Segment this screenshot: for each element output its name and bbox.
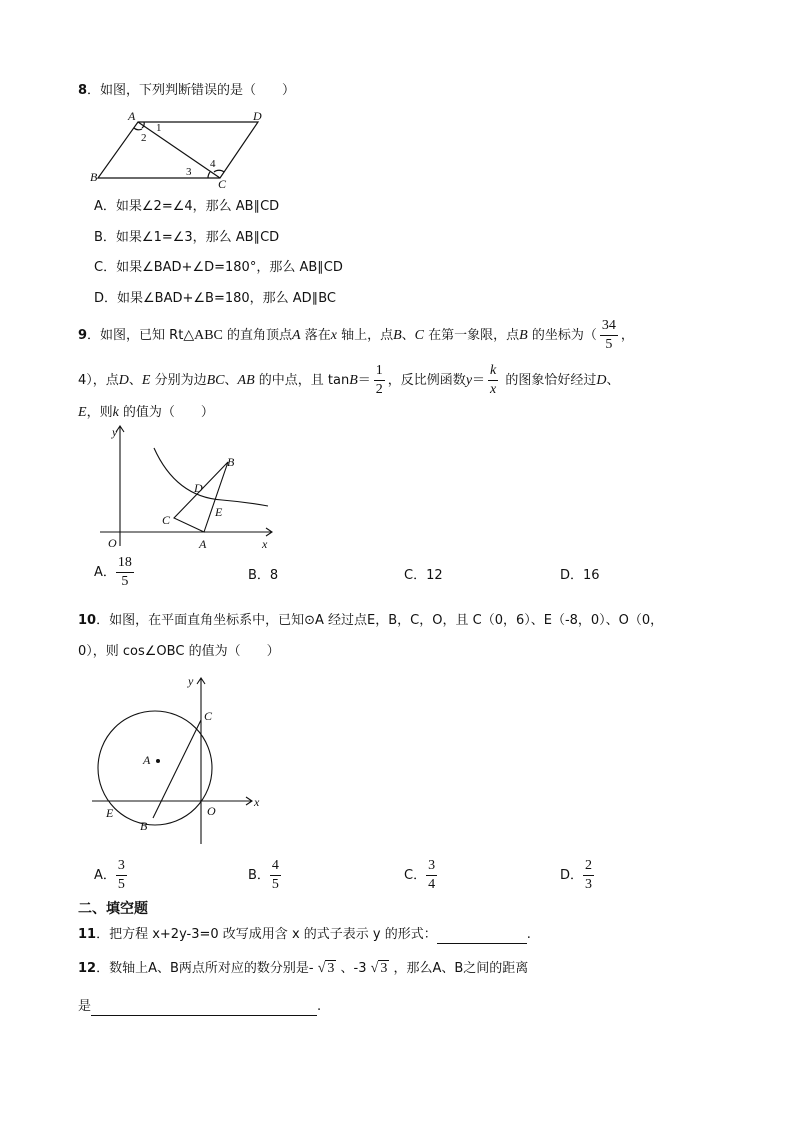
math-var: AB [237, 373, 255, 388]
text-run: ， [620, 328, 634, 343]
q10-option-a [94, 858, 130, 893]
q10-line-1 [78, 612, 663, 630]
text-run: ．如图，已知 Rt [87, 328, 184, 343]
q12-line-1 [78, 960, 528, 978]
text-run: . [526, 927, 531, 942]
label-e: E [215, 505, 223, 519]
text-run: ＝ [472, 373, 486, 388]
text-run: 、 [128, 373, 142, 388]
text-run: 的直角顶点 [222, 328, 293, 343]
angle-arc-4 [214, 170, 224, 172]
text-run: 是 [78, 999, 92, 1014]
text-run: 、-3 [336, 961, 371, 976]
fraction-18-5 [116, 555, 134, 590]
text-run: 的中点，且 tan [254, 373, 350, 388]
q9-line-3 [78, 404, 214, 422]
math-var: BC [206, 373, 225, 388]
section-title-fill-in: 二、填空题 [78, 901, 148, 917]
denominator: 4 [428, 877, 436, 892]
text-run: 分别为边 [150, 373, 207, 388]
segment-bc [153, 720, 201, 818]
option-label: C． [404, 868, 427, 883]
label-c: C [204, 709, 213, 723]
fraction [583, 858, 594, 893]
text-run: ，反比例函数 [387, 373, 466, 388]
label-a: A [199, 537, 207, 551]
text-run: ，则 [86, 405, 113, 420]
label-e: E [106, 806, 114, 820]
question-8-stem [78, 82, 295, 100]
fraction [116, 858, 127, 893]
label-angle-2: 2 [141, 132, 147, 144]
hyperbola-curve [154, 448, 268, 506]
angle-arc-3 [208, 172, 210, 178]
math-var: B [393, 328, 402, 343]
q10-option-b [248, 858, 284, 893]
diagonal-ac [138, 122, 220, 178]
text-run: . [317, 999, 322, 1014]
math-var: x [330, 328, 337, 343]
denominator: x [490, 382, 497, 397]
denominator: 5 [117, 877, 125, 892]
question-text: ．数轴上A、B两点所对应的数分别是- [96, 961, 318, 976]
q9-coordinate-figure [96, 422, 286, 552]
question-text: ．如图，下列判断错误的是（ ） [87, 83, 296, 98]
answer-blank[interactable] [91, 1001, 317, 1016]
text-run: ＝ [357, 373, 371, 388]
answer-blank[interactable] [437, 929, 527, 944]
numerator: 3 [116, 858, 127, 876]
q9-line-2 [78, 363, 620, 398]
denominator: 5 [605, 337, 613, 352]
math-var: A [292, 328, 301, 343]
denominator: 5 [271, 877, 279, 892]
fraction-k-x [488, 363, 498, 398]
math-var: k [112, 405, 119, 420]
label-y: y [112, 425, 118, 439]
triangle-abc [174, 462, 228, 532]
question-text: ．把方程 x+2y-3=0 改写成用含 x 的式子表示 y 的形式： [96, 927, 437, 942]
label-c: C [218, 177, 227, 188]
label-angle-3: 3 [186, 166, 192, 178]
q10-option-c [404, 858, 440, 893]
numerator: 1 [374, 363, 385, 381]
label-a: A [143, 753, 151, 767]
fraction [270, 858, 281, 893]
label-angle-4: 4 [210, 158, 216, 170]
denominator: 2 [375, 382, 383, 397]
option-label: D． [560, 868, 584, 883]
q8-option-d: D．如果∠BAD+∠B=180，那么 AD∥BC [94, 291, 336, 306]
label-c: C [162, 513, 171, 527]
q9-line-1 [78, 318, 634, 353]
text-run: 、 [224, 373, 238, 388]
fraction-1-2 [374, 363, 385, 398]
q8-option-a: A．如果∠2=∠4，那么 AB∥CD [94, 199, 280, 214]
text-run: ，那么A、B之间的距离 [389, 961, 529, 976]
q10-line-2: 0），则 cos∠OBC 的值为（ ） [78, 644, 280, 659]
text-run: 、 [401, 328, 415, 343]
numerator: 3 [426, 858, 437, 876]
math-var: E [141, 373, 151, 388]
q12-line-2 [78, 998, 321, 1016]
triangle-symbol: △ABC [183, 328, 223, 343]
circle-symbol: ⊙ [304, 613, 316, 628]
fraction [426, 858, 437, 893]
q11-line [78, 926, 531, 944]
numerator: 2 [583, 858, 594, 876]
text-run: A 经过点E，B，C，O，且 C（0，6）、E（-8，0）、O（0， [315, 613, 664, 628]
q10-option-d [560, 858, 597, 893]
denominator: 3 [585, 877, 593, 892]
denominator: 5 [121, 574, 129, 589]
sqrt-3: √ 3 [317, 961, 335, 976]
label-d: D [253, 109, 262, 123]
q8-option-b: B．如果∠1=∠3，那么 AB∥CD [94, 230, 280, 245]
question-number: 10 [78, 613, 97, 628]
q8-option-c: C．如果∠BAD+∠D=180°，那么 AB∥CD [94, 260, 343, 275]
option-label: B． [248, 868, 270, 883]
fraction-34-5 [600, 318, 618, 353]
numerator: k [488, 363, 498, 381]
radicand: 3 [327, 961, 335, 976]
question-number: 8 [78, 83, 88, 98]
math-var: B [519, 328, 528, 343]
option-label: A． [94, 868, 116, 883]
q8-parallelogram-figure [90, 108, 270, 188]
circle-a [98, 711, 212, 825]
q10-circle-figure [90, 672, 270, 847]
text-run: 的图象恰好经过 [501, 373, 597, 388]
label-x: x [254, 795, 260, 809]
numerator: 18 [116, 555, 134, 573]
label-o: O [108, 536, 117, 550]
q9-option-c: C．12 [404, 568, 443, 583]
angle-arc-2 [134, 128, 142, 130]
text-run: 轴上，点 [336, 328, 394, 343]
sqrt-3: √ 3 [370, 961, 388, 976]
math-var: D [596, 373, 607, 388]
math-var: B [349, 373, 358, 388]
q9-option-b: B．8 [248, 568, 279, 583]
question-number: 11 [78, 927, 97, 942]
label-y: y [188, 674, 194, 688]
text-run: 、 [606, 373, 620, 388]
text-run: 的坐标为（ [527, 328, 597, 343]
label-x: x [262, 537, 268, 551]
q9-option-a [94, 555, 137, 590]
option-label: A． [94, 565, 116, 580]
numerator: 34 [600, 318, 618, 336]
center-point-a [156, 759, 160, 763]
math-var: D [118, 373, 129, 388]
label-o: O [207, 804, 216, 818]
label-d: D [194, 481, 203, 495]
text-run: 4），点 [78, 373, 119, 388]
math-var: y [465, 373, 473, 388]
question-number: 9 [78, 328, 88, 343]
q9-option-d: D．16 [560, 568, 600, 583]
radicand: 3 [380, 961, 388, 976]
text-run: 在第一象限，点 [424, 328, 520, 343]
question-number: 12 [78, 961, 97, 976]
text-run: 落在 [300, 328, 331, 343]
label-angle-1: 1 [156, 122, 162, 134]
math-var: C [414, 328, 424, 343]
text-run: ．如图，在平面直角坐标系中，已知 [96, 613, 305, 628]
label-a: A [128, 109, 136, 123]
numerator: 4 [270, 858, 281, 876]
label-b: B [90, 170, 98, 184]
label-b: B [227, 455, 235, 469]
math-var: E [78, 405, 87, 420]
label-b: B [140, 819, 148, 833]
text-run: 的值为（ ） [118, 405, 214, 420]
